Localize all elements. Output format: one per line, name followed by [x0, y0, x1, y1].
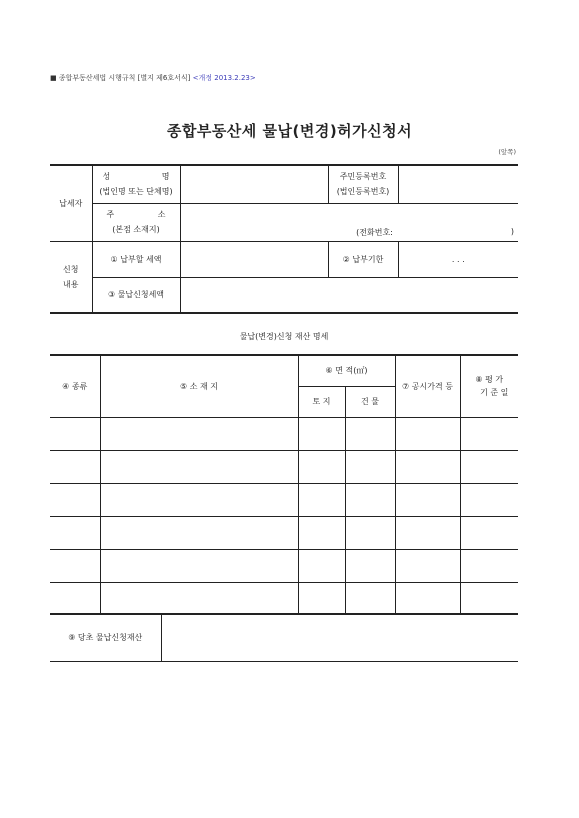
table-row — [50, 450, 518, 483]
type-cell[interactable] — [50, 450, 100, 483]
location-cell[interactable] — [100, 417, 298, 450]
col-land: 토 지 — [298, 386, 345, 417]
land-cell[interactable] — [298, 483, 345, 516]
type-cell[interactable] — [50, 549, 100, 582]
tax-amount-field[interactable] — [180, 241, 328, 277]
eval-date-cell[interactable] — [460, 582, 518, 614]
name-label-cell: 성 명 (법인명 또는 단체명) — [92, 165, 180, 203]
eval-date-cell[interactable] — [460, 549, 518, 582]
col-location: ⑤ 소 재 지 — [100, 355, 298, 417]
location-cell[interactable] — [100, 516, 298, 549]
due-date-label: ② 납부기한 — [328, 241, 398, 277]
original-property-table — [50, 614, 518, 662]
land-cell[interactable] — [298, 582, 345, 614]
land-cell[interactable] — [298, 549, 345, 582]
building-cell[interactable] — [345, 582, 395, 614]
col-eval-date: ⑧ 평 가 기 준 일 — [460, 355, 518, 417]
eval-date-cell[interactable] — [460, 417, 518, 450]
building-cell[interactable] — [345, 417, 395, 450]
col-price: ⑦ 공시가격 등 — [395, 355, 460, 417]
table-row — [50, 582, 518, 614]
eval-date-cell[interactable] — [460, 516, 518, 549]
resid-label-cell: 주민등록번호 (법인등록번호) — [328, 165, 398, 203]
taxpayer-table — [50, 164, 518, 314]
land-cell[interactable] — [298, 516, 345, 549]
price-cell[interactable] — [395, 417, 460, 450]
building-cell[interactable] — [345, 516, 395, 549]
col-building: 건 물 — [345, 386, 395, 417]
address-field[interactable] — [180, 203, 518, 241]
inkind-amount-label: ③ 물납신청세액 — [92, 277, 180, 313]
resid-field[interactable] — [398, 165, 518, 203]
table-row — [50, 549, 518, 582]
name-field[interactable] — [180, 165, 328, 203]
type-cell[interactable] — [50, 483, 100, 516]
form-header-text: ■ 종합부동산세법 시행규칙 [별지 제6호서식] — [50, 74, 191, 82]
type-cell[interactable] — [50, 417, 100, 450]
type-cell[interactable] — [50, 582, 100, 614]
revision-date: <개정 2013.2.23> — [192, 74, 256, 82]
form-header — [50, 73, 256, 83]
inkind-amount-field[interactable] — [180, 277, 518, 313]
tax-amount-label: ① 납부할 세액 — [92, 241, 180, 277]
table-row — [50, 417, 518, 450]
original-property-label: ⑨ 당초 물납신청재산 — [50, 614, 161, 661]
price-cell[interactable] — [395, 549, 460, 582]
location-cell[interactable] — [100, 549, 298, 582]
price-cell[interactable] — [395, 516, 460, 549]
due-date-field[interactable]: . . . — [398, 241, 518, 277]
original-property-field[interactable] — [161, 614, 518, 661]
land-cell[interactable] — [298, 417, 345, 450]
table-row — [50, 516, 518, 549]
eval-date-cell[interactable] — [460, 450, 518, 483]
phone-field[interactable]: (전화번호: ) — [356, 226, 514, 237]
table-row — [50, 483, 518, 516]
price-cell[interactable] — [395, 483, 460, 516]
price-cell[interactable] — [395, 582, 460, 614]
land-cell[interactable] — [298, 450, 345, 483]
taxpayer-section-label: 납세자 — [50, 165, 92, 241]
location-cell[interactable] — [100, 582, 298, 614]
col-area: ⑥ 면 적(㎡) — [298, 355, 395, 386]
building-cell[interactable] — [345, 450, 395, 483]
type-cell[interactable] — [50, 516, 100, 549]
building-cell[interactable] — [345, 549, 395, 582]
eval-date-cell[interactable] — [460, 483, 518, 516]
location-cell[interactable] — [100, 450, 298, 483]
addr-label-cell: 주 소 (본점 소재지) — [92, 203, 180, 241]
building-cell[interactable] — [345, 483, 395, 516]
page-side-label: (앞쪽) — [498, 148, 516, 156]
location-cell[interactable] — [100, 483, 298, 516]
page-title: 종합부동산세 물납(변경)허가신청서 — [166, 122, 413, 140]
col-type: ④ 종류 — [50, 355, 100, 417]
property-table — [50, 354, 518, 615]
price-cell[interactable] — [395, 450, 460, 483]
property-section-title: 물납(변경)신청 재산 명세 — [239, 332, 329, 341]
application-section-label: 신청 내용 — [50, 241, 92, 313]
